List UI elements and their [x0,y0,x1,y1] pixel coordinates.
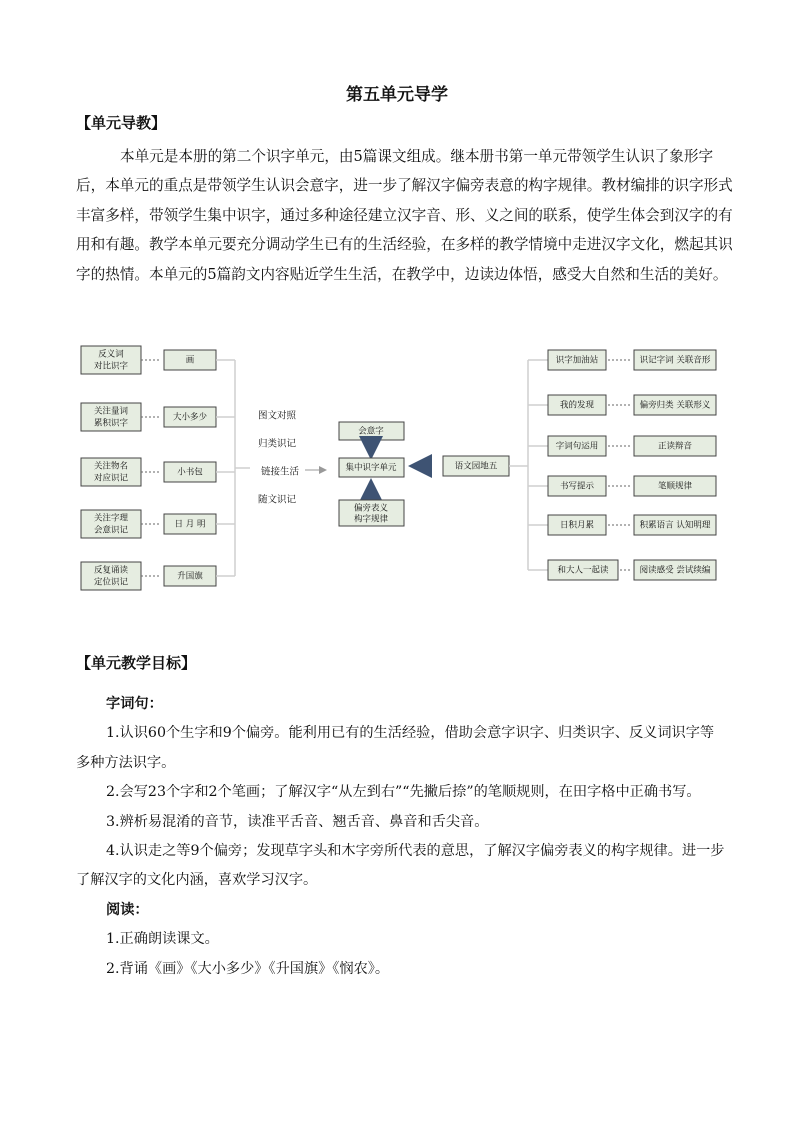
right-detail-label: 积累语言 认知明理 [639,520,711,531]
right-item-label: 字词句运用 [555,441,599,452]
method-label: 对比识字 [93,361,129,372]
right-detail-label: 识记字词 关联音形 [639,355,711,366]
objective-item: 1.正确朗读课文。 [106,931,219,948]
right-item-label: 日积月累 [559,520,595,531]
right-item-label: 我的发现 [559,400,595,411]
method-label: 关注字理 [93,513,129,524]
center-bottom-label: 构字规律 [353,514,389,525]
right-detail-label: 正读辩音 [657,441,693,452]
middle-method-text: 图文对照 [257,410,297,422]
right-item-label: 和大人一起读 [557,565,609,576]
lesson-label: 日 月 明 [174,519,206,530]
method-label: 关注量词 [93,406,129,417]
method-label: 反义词 [98,349,124,360]
method-label: 关注物名 [93,461,129,472]
right-detail-label: 阅读感受 尝试续编 [639,565,711,576]
objective-item: 4.认识走之等9个偏旁；发现草字头和木字旁所代表的意思，了解汉字偏旁表义的构字规律。进一步了解汉字的文化内涵，喜欢学习汉字。 [76,843,725,889]
page-title: 第五单元导学 [346,85,448,105]
objectives-subheading-reading: 阅读： [106,901,149,918]
objective-item: 2.背诵《画》《大小多少》《升国旗》《悯农》。 [106,960,390,977]
center-top-label: 会意字 [358,426,384,437]
middle-method-text: 随文识记 [257,494,297,506]
method-label: 反复诵读 [93,565,129,576]
center-main-label: 集中识字单元 [345,463,397,473]
objectives-subheading-words: 字词句： [106,696,163,712]
lesson-label: 大小多少 [172,412,208,423]
objective-item: 2.会写23个字和2个笔画；了解汉字“从左到右”“先撇后捺”的笔顺规则，在田字格中正确书写。 [106,784,701,801]
unit-structure-diagram [0,330,794,600]
right-detail-label: 笔顺规律 [657,481,693,492]
garden-label: 语文园地五 [454,461,498,472]
method-label: 累积识字 [93,418,129,429]
objectives-list [76,690,726,984]
guide-paragraph-text: 本单元是本册的第二个识字单元，由5篇课文组成。继本册书第一单元带领学生认识了象形字后，本单元的重点是带领学生认识会意字，进一步了解汉字偏旁表意的构字规律。教材编排的识字形式丰富多样，带领学生集中识字，通过多种途径建立汉字音、形、义之间的联系，使学生体会到汉字的有用和有趣。教学本单元要充分调动学生已有的生活经验，在多样的教学情境中走进汉字文化，燃起其识字的热情。本单元的5篇韵文内容贴近学生生活，在教学中，边读边体悟，感受大自然和生活的美好。 [76,148,733,283]
lesson-label: 画 [185,355,195,366]
guide-paragraph [76,142,736,289]
objectives-heading: 【单元教学目标】 [76,654,197,672]
method-label: 会意识记 [93,525,129,536]
center-bottom-label: 偏旁表义 [353,503,389,514]
right-item-label: 书写提示 [559,481,595,492]
method-label: 对应识记 [93,473,129,484]
right-item-label: 识字加油站 [555,355,599,366]
lesson-label: 小书包 [177,467,203,478]
lesson-label: 升国旗 [177,571,203,582]
right-detail-label: 偏旁归类 关联形义 [639,400,711,411]
method-label: 定位识记 [93,577,129,588]
objective-item: 1.认识60个生字和9个偏旁。能利用已有的生活经验，借助会意字识字、归类识字、反义词识字等多种方法识字。 [76,725,715,771]
middle-method-text: 归类识记 [257,438,297,450]
guide-heading: 【单元导教】 [76,114,167,132]
objective-item: 3.辨析易混淆的音节，读准平舌音、翘舌音、鼻音和舌尖音。 [106,813,489,830]
middle-method-text: 链接生活 [260,466,300,478]
